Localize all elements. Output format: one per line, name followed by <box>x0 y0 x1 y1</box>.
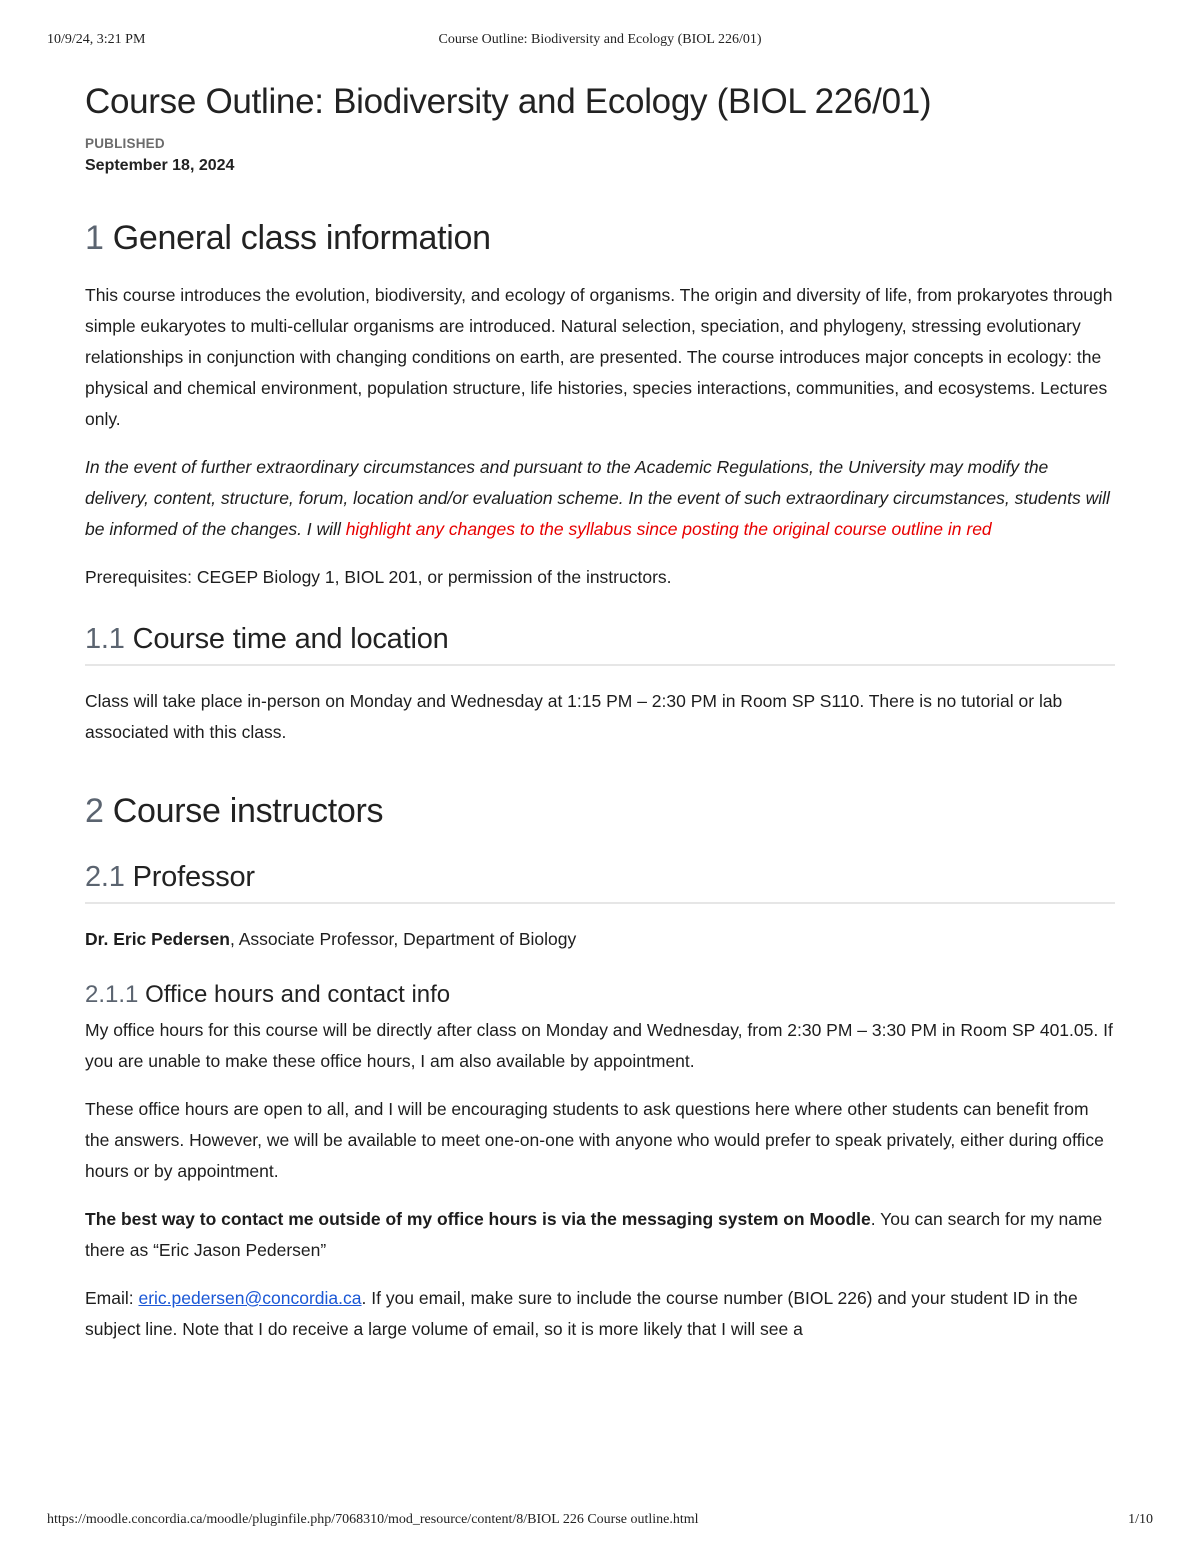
section-title: General class information <box>112 219 491 257</box>
notice-red-text: highlight any changes to the syllabus since posting the original course outline in red <box>345 519 992 539</box>
print-title: Course Outline: Biodiversity and Ecology (BIOL 226/01) <box>438 32 762 47</box>
email-link[interactable]: eric.pedersen@concordia.ca <box>138 1288 362 1308</box>
prerequisites: Prerequisites: CEGEP Biology 1, BIOL 201, or permission of the instructors. <box>85 567 672 587</box>
contact-text <box>85 1204 1115 1266</box>
email-label: Email: <box>85 1288 139 1308</box>
extraordinary-notice <box>85 452 1115 545</box>
section-number: 2 <box>85 792 104 830</box>
professor-info <box>85 924 1115 955</box>
section-heading-general-info <box>85 219 1115 258</box>
print-page-number: 1/10 <box>1128 1512 1153 1527</box>
subsection-number: 2.1 <box>85 861 125 893</box>
print-datetime: 10/9/24, 3:21 PM <box>47 32 146 47</box>
subsection-title: Professor <box>132 861 255 893</box>
course-description: This course introduces the evolution, biodiversity, and ecology of organisms. The origin and diversity of life, from prokaryotes through simple eukaryotes to multi-cellular organisms are introduced. Natural selection, speciation, and phylogeny, stressing evolutionary relationships in conjunction with changing conditions on earth, are presented. The course introduces major concepts in ecology: the physical and chemical environment, population structure, life histories, species interactions, communities, and ecosystems. Lectures only. <box>85 285 1113 429</box>
email-text <box>85 1283 1115 1345</box>
office-hours-open-text: These office hours are open to all, and I will be encouraging students to ask questions here where other students can benefit from the answers. However, we will be available to meet one-on-one with anyone who would prefer to speak privately, either during office hours or by appointment. <box>85 1099 1104 1181</box>
published-date: September 18, 2024 <box>85 157 235 174</box>
print-url: https://moodle.concordia.ca/moodle/pluginfile.php/7068310/mod_resource/content/8/BIOL 226 Course outline.html <box>47 1512 699 1527</box>
subsection-heading-professor <box>85 861 1115 904</box>
professor-title: , Associate Professor, Department of Biology <box>229 929 577 949</box>
time-location-text: Class will take place in-person on Monday and Wednesday at 1:15 PM – 2:30 PM in Room SP S110. There is no tutorial or lab associated with this class. <box>85 691 1063 742</box>
published-label: PUBLISHED <box>85 136 165 151</box>
document-body <box>85 70 1115 1362</box>
office-hours-text: My office hours for this course will be directly after class on Monday and Wednesday, from 2:30 PM – 3:30 PM in Room SP 401.05. If you are unable to make these office hours, I am also available by appointment. <box>85 1020 1113 1071</box>
page-title: Course Outline: Biodiversity and Ecology (BIOL 226/01) <box>85 82 932 121</box>
subsection-heading-time-location <box>85 623 1115 666</box>
section-heading-instructors <box>85 792 1115 831</box>
notice-text: In the event of further extraordinary circumstances and pursuant to the Academic Regulations, the University may modify the delivery, content, structure, forum, location and/or evaluation scheme. In the event of such extraordinary circumstances, students will be informed of the changes. I will <box>85 457 1110 539</box>
subsubsection-number: 2.1.1 <box>85 981 139 1008</box>
contact-bold: The best way to contact me outside of my office hours is via the messaging system on Moodle <box>85 1209 871 1229</box>
subsection-number: 1.1 <box>85 623 125 655</box>
section-title: Course instructors <box>112 792 384 830</box>
email-rest: . If you email, make sure to include the course number (BIOL 226) and your student ID in the subject line. Note that I do receive a large volume of email, so it is more likely that I will see a <box>85 1288 1078 1339</box>
contact-rest: . You can search for my name there as “Eric Jason Pedersen” <box>85 1209 1103 1260</box>
professor-name: Dr. Eric Pedersen <box>85 929 230 949</box>
section-number: 1 <box>85 219 104 257</box>
print-footer <box>0 1512 1200 1530</box>
subsection-title: Course time and location <box>132 623 449 655</box>
print-header <box>0 32 1200 50</box>
subsubsection-heading-office-hours <box>85 981 1115 1009</box>
subsubsection-title: Office hours and contact info <box>145 981 451 1008</box>
